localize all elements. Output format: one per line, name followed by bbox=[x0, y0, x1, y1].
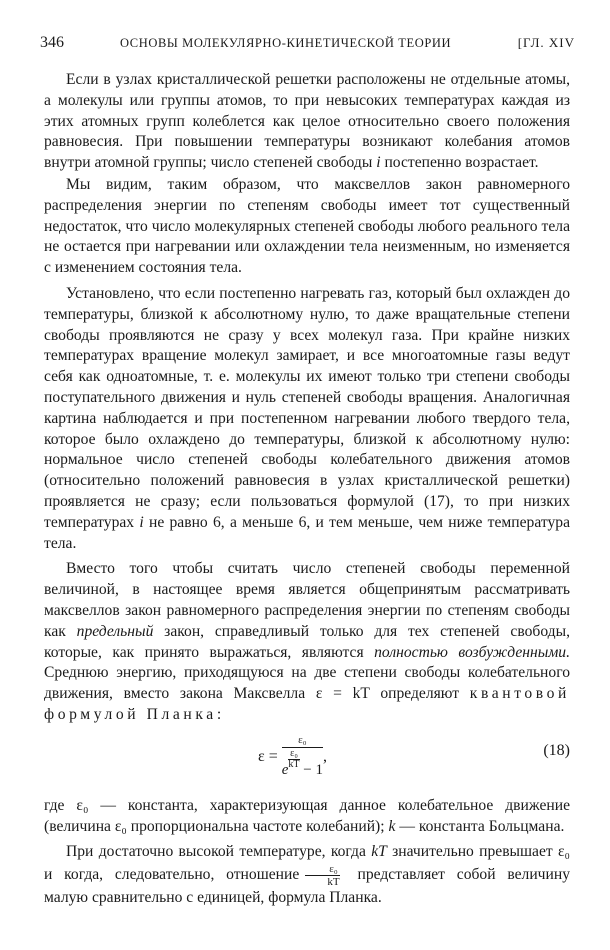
emphasis-limiting: предельный bbox=[76, 622, 154, 640]
formula-exponent: $\frac{\text{ε₀}}{kT}$ bbox=[288, 747, 300, 770]
planck-formula bbox=[44, 730, 570, 788]
paragraph-6: При достаточно высокой температуре, когда kT значительно превышает ε₀ и когда, следовательно, отношение $\frac{\text{ε₀}}{kT}$ представляет собой величину малую сравнительно с единицей, формула Планка. bbox=[44, 843, 571, 907]
formula-expression bbox=[258, 734, 327, 781]
page-header bbox=[40, 34, 575, 56]
variable-kT: kT bbox=[371, 843, 387, 861]
formula-fraction bbox=[282, 734, 323, 781]
formula-numerator: ε₀ bbox=[282, 734, 323, 748]
paragraph-2: Мы видим, таким образом, что максвеллов закон равномерного распределения энергии по степеням свободы имеет тот существенный недостаток, что число молекулярных степеней свободы любого реального тела не остается при нагревании или охлаждении тела неизменным, но изменяется с изменением состояния тела. bbox=[44, 175, 570, 277]
spaced-emphasis: квантовой формулой Планка: bbox=[44, 685, 571, 723]
formula-comma: , bbox=[323, 747, 327, 765]
emphasis-fully-excited: полностью возбужденными. bbox=[374, 643, 570, 661]
inline-fraction: $\frac{\text{ε₀}}{kT}$ bbox=[305, 863, 339, 888]
paragraph-5: где ε₀ — константа, характеризующая данное колебательное движение (величина ε₀ пропорциональна частоте колебаний); k — константа Больцмана. bbox=[44, 796, 570, 835]
formula-denominator: e $\frac{\text{ε₀}}{kT}$ − 1 bbox=[281, 747, 323, 778]
equation-number: (18) bbox=[543, 741, 570, 759]
running-title: ОСНОВЫ МОЛЕКУЛЯРНО-КИНЕТИЧЕСКОЙ ТЕОРИИ bbox=[120, 36, 452, 50]
formula-lhs: ε = bbox=[258, 747, 278, 765]
variable-i: i bbox=[376, 154, 381, 172]
variable-i: i bbox=[139, 513, 144, 531]
chapter-reference: [ГЛ. XIV bbox=[517, 35, 575, 50]
paragraph-3: Установлено, что если постепенно нагревать газ, который был охлажден до температуры, близкой к абсолютному нулю, то даже вращательные степени свободы проявляются не сразу у всех молекул газа. При крайне низких температурах вращение молекул замирает, и все многоатомные газы ведут себя как одноатомные, т. е. молекулы их имеют только три степени свободы поступательного движения и нуль степеней свободы вращения. Аналогичная картина наблюдается и при постепенном нагревании любого твердого тела, которое было охлаждено до температуры, близкой к абсолютному нулю: нормальное число степеней свободы колебательного движения атомов (относительно положений равновесия в узлах кристаллической решетки) проявляется не сразу; если пользоваться формулой (17), то при низких температурах i не равно 6, а меньше 6, и тем меньше, чем ниже температура тела. bbox=[44, 284, 570, 552]
paragraph-1: Если в узлах кристаллической решетки расположены не отдельные атомы, а молекулы или группы атомов, то при невысоких температурах каждая из этих атомных групп колеблется как целое относительно своего положения равновесия. При повышении температуры возникают колебания атомов внутри атомной группы; число степеней свободы i постепенно возрастает. bbox=[44, 71, 570, 172]
page-number: 346 bbox=[40, 34, 64, 51]
page-body bbox=[44, 70, 570, 909]
paragraph-4: Вместо того чтобы считать число степеней свободы переменной величиной, в настоящее время является общепринятым рассматривать максвеллов закон равномерного распределения энергии по степеням свободы как предельный закон, справедливый только для тех степеней свободы, которые, как принято выражаться, являются полностью возбужденными. Среднюю энергию, приходящуюся на две степени свободы колебательного движения, вместо закона Максвелла ε = kT определяют квантовой формулой Планка: bbox=[44, 560, 571, 723]
variable-k: k bbox=[388, 817, 396, 835]
